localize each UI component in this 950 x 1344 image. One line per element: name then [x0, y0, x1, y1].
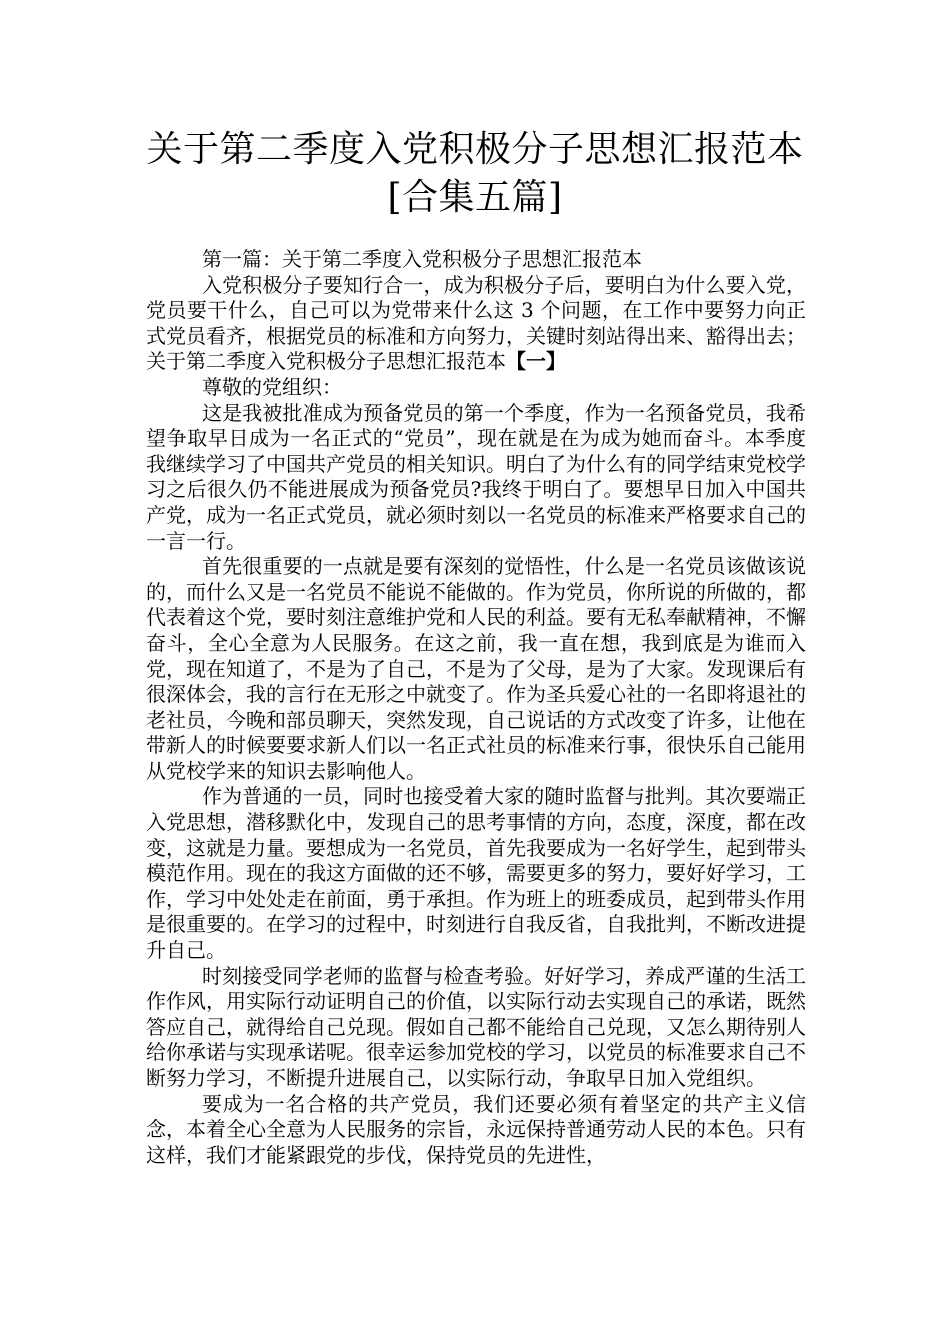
body-paragraph: 时刻接受同学老师的监督与检查考验。好好学习，养成严谨的生活工作作风，用实际行动证明自己的价值，以实际行动去实现自己的承诺，既然答应自己，就得给自己兑现。假如自己都不能给自己兑现，又怎么期待别人给你承诺与实现承诺呢。很幸运参加党校的学习，以党员的标准要求自己不断努力学习，不断提升进展自己，以实际行动，争取早日加入党组织。 — [146, 963, 806, 1090]
body-paragraph: 这是我被批准成为预备党员的第一个季度，作为一名预备党员，我希望争取早日成为一名正式的“党员”，现在就是在为成为她而奋斗。本季度我继续学习了中国共产党员的相关知识。明白了为什么有的同学结束党校学习之后很久仍不能进展成为预备党员?我终于明白了。要想早日加入中国共产党，成为一名正式党员，就必须时刻以一名党员的标准来严格要求自己的一言一行。 — [146, 400, 806, 553]
body-paragraph: 作为普通的一员，同时也接受着大家的随时监督与批判。其次要端正入党思想，潜移默化中，发现自己的思考事情的方向，态度，深度，都在改变，这就是力量。要想成为一名党员，首先我要成为一名好学生，起到带头模范作用。现在的我这方面做的还不够，需要更多的努力，要好好学习，工作，学习中处处走在前面，勇于承担。作为班上的班委成员，起到带头作用是很重要的。在学习的过程中，时刻进行自我反省，自我批判，不断改进提升自己。 — [146, 784, 806, 963]
title-line-2: [合集五篇] — [387, 177, 563, 218]
intro-paragraph — [146, 273, 806, 375]
intro-mark: 【一】 — [506, 349, 566, 374]
section-heading: 第一篇：关于第二季度入党积极分子思想汇报范本 — [202, 247, 642, 271]
intro-text: 入党积极分子要知行合一，成为积极分子后，要明白为什么要入党，党员要干什么，自己可以为党带来什么这 3 个问题，在工作中要努力向正式党员看齐，根据党员的标准和方向努力，关键时刻站得出来、豁得出去；关于第二季度入党积极分子思想汇报范本 — [146, 272, 806, 374]
body-paragraph: 要成为一名合格的共产党员，我们还要必须有着坚定的共产主义信念，本着全心全意为人民服务的宗旨，永远保持普通劳动人民的本色。只有这样，我们才能紧跟党的步伐，保持党员的先进性， — [146, 1091, 806, 1167]
document-body — [146, 247, 806, 1168]
document-title — [0, 126, 950, 222]
title-line-1: 关于第二季度入党积极分子思想汇报范本 — [146, 129, 804, 170]
body-paragraph: 首先很重要的一点就是要有深刻的觉悟性，什么是一名党员该做该说的，而什么又是一名党员不能说不能做的。作为党员，你所说的所做的，都代表着这个党，要时刻注意维护党和人民的利益。要有无私奉献精神，不懈奋斗，全心全意为人民服务。在这之前，我一直在想，我到底是为谁而入党，现在知道了，不是为了自己，不是为了父母，是为了大家。发现课后有很深体会，我的言行在无形之中就变了。作为圣兵爱心社的一名即将退社的老社员，今晚和部员聊天，突然发现，自己说话的方式改变了许多，让他在带新人的时候要要求新人们以一名正式社员的标准来行事，很快乐自己能用从党校学来的知识去影响他人。 — [146, 554, 806, 783]
salutation: 尊敬的党组织： — [202, 374, 342, 399]
